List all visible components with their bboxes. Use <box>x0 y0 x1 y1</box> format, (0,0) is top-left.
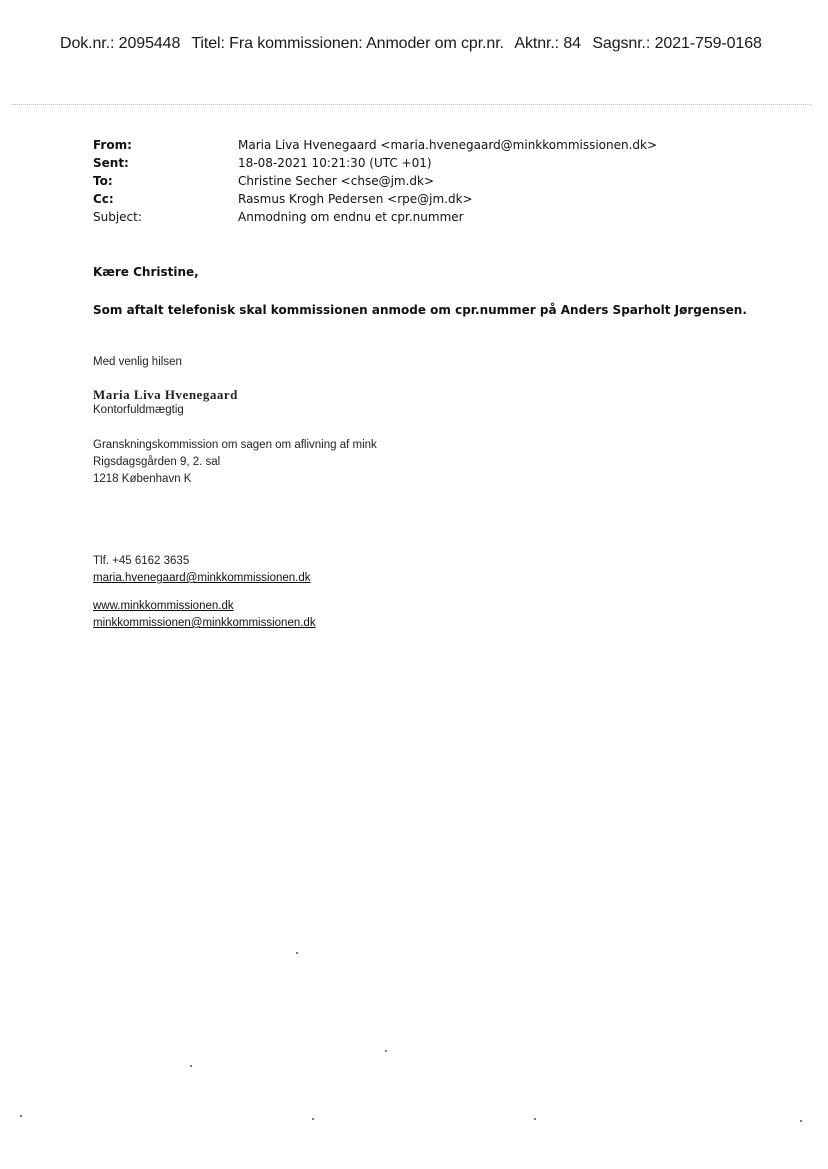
street-address: Rigsdagsgården 9, 2. sal <box>93 456 221 468</box>
scan-speck <box>190 1065 192 1067</box>
from-row <box>93 136 657 154</box>
doc-title: Titel: Fra kommissionen: Anmoder om cpr.nr. <box>191 35 504 52</box>
city-address: 1218 København K <box>93 473 192 485</box>
scan-speck <box>385 1050 387 1052</box>
scan-speck <box>312 1118 314 1120</box>
closing: Med venlig hilsen <box>93 356 182 368</box>
cc-label: Cc: <box>93 192 114 206</box>
phone-number: Tlf. +45 6162 3635 <box>93 555 190 567</box>
message-body: Som aftalt telefonisk skal kommissionen anmode om cpr.nummer på Anders Sparholt Jørgensen. <box>93 303 747 317</box>
cc-value: Rasmus Krogh Pedersen <rpe@jm.dk> <box>238 192 473 206</box>
sent-row <box>93 154 657 172</box>
subject-value: Anmodning om endnu et cpr.nummer <box>238 210 464 224</box>
scan-speck <box>20 1115 22 1117</box>
scan-speck <box>800 1120 802 1122</box>
doc-number: Dok.nr.: 2095448 <box>60 35 181 52</box>
document-header <box>60 35 769 53</box>
signature-title: Kontorfuldmægtig <box>93 404 184 416</box>
general-email-link[interactable]: minkkommissionen@minkkommissionen.dk <box>93 617 316 629</box>
from-label: From: <box>93 138 132 152</box>
signature-address <box>93 437 377 488</box>
signature-name: Maria Liva Hvenegaard <box>93 387 238 402</box>
org-name: Granskningskommission om sagen om aflivning af mink <box>93 439 377 451</box>
email-metadata <box>93 136 657 226</box>
signature-web <box>93 598 316 632</box>
subject-row <box>93 208 657 226</box>
greeting: Kære Christine, <box>93 265 199 279</box>
email-link[interactable]: maria.hvenegaard@minkkommissionen.dk <box>93 572 311 584</box>
from-value: Maria Liva Hvenegaard <maria.hvenegaard@minkkommissionen.dk> <box>238 138 658 152</box>
to-label: To: <box>93 174 113 188</box>
cc-row <box>93 190 657 208</box>
sent-value: 18-08-2021 10:21:30 (UTC +01) <box>238 156 432 170</box>
header-divider <box>12 104 812 105</box>
case-number: Sagsnr.: 2021-759-0168 <box>592 35 762 52</box>
scan-speck <box>296 952 298 954</box>
scan-speck <box>534 1118 536 1120</box>
sent-label: Sent: <box>93 156 129 170</box>
website-link[interactable]: www.minkkommissionen.dk <box>93 600 234 612</box>
to-value: Christine Secher <chse@jm.dk> <box>238 174 435 188</box>
to-row <box>93 172 657 190</box>
signature-contact <box>93 553 311 587</box>
act-number: Aktnr.: 84 <box>514 35 581 52</box>
subject-label: Subject: <box>93 210 142 224</box>
